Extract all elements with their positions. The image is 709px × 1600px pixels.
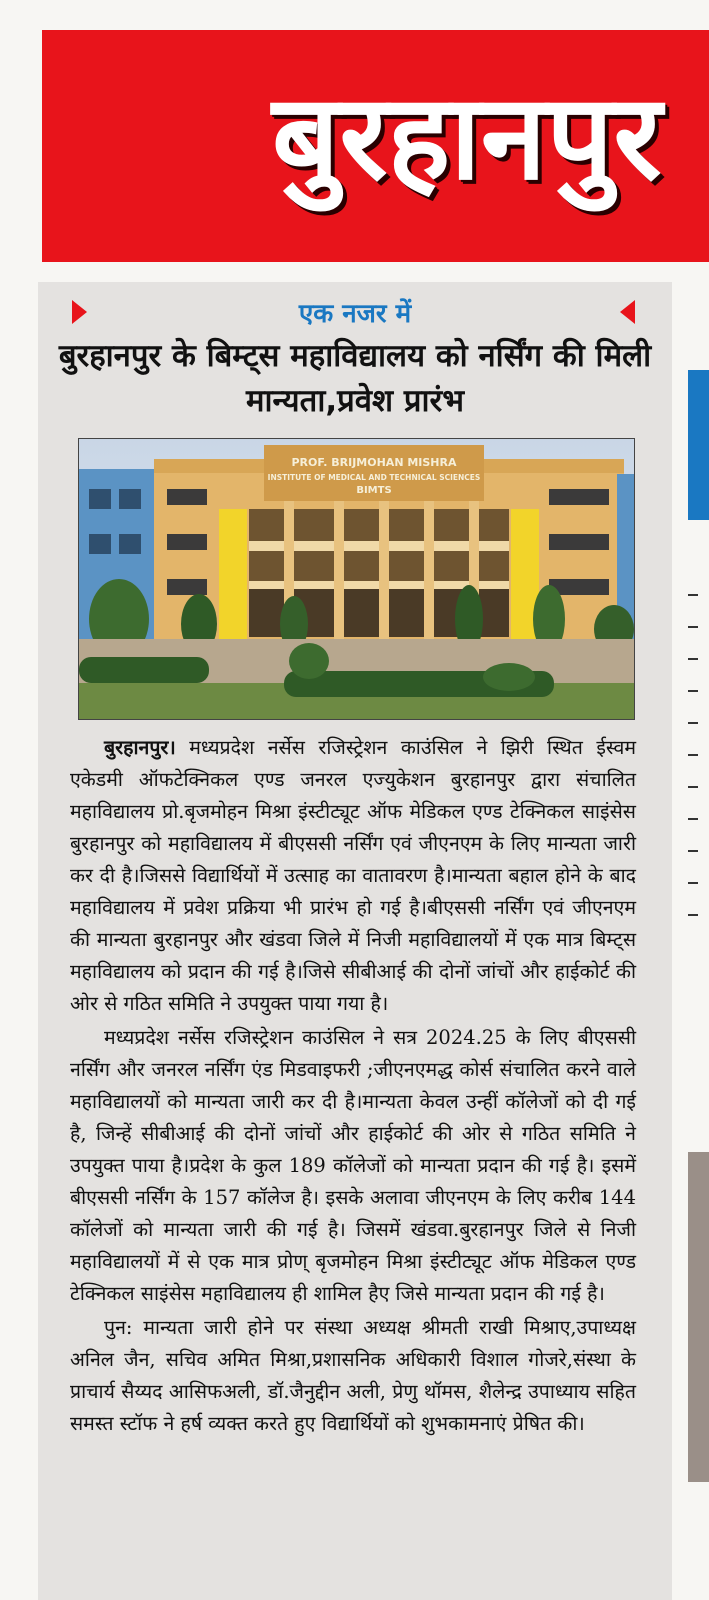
article-body [70,732,636,1442]
adjacent-text-line [688,914,698,916]
adjacent-text-line [688,690,698,692]
adjacent-photo [688,1152,709,1482]
paragraph-3: पुन: मान्यता जारी होने पर संस्था अध्यक्ष श्रीमती राखी मिश्राए,उपाध्यक्ष अनिल जैन, सचिव अमित मिश्रा,प्रशासनिक अधिकारी विशाल गोजरे,संस्था के प्राचार्य सैय्यद आसिफअली, डॉ.जैनुद्दीन अली, प्रेणु थॉमस, शैलेन्द्र उपाध्याय सहित समस्त स्टॉफ ने हर्ष व्यक्त करते हुए विद्यार्थियों को शुभकामनाएं प्रेषित की। [70,1316,636,1435]
adjacent-text-line [688,722,698,724]
sign-line2: INSTITUTE OF MEDICAL AND TECHNICAL SCIENCES [267,473,481,482]
college-building-photo [78,438,635,720]
sign-line3: BIMTS [356,485,392,496]
adjacent-text-line [688,658,698,660]
paragraph-1 [70,732,636,1020]
sign-line1: PROF. BRIJMOHAN MISHRA [291,456,457,469]
adjacent-column-edge [672,282,709,1600]
paragraph-1-text: मध्यप्रदेश नर्सेस रजिस्ट्रेशन काउंसिल ने झिरी स्थित ईस्वम एकेडमी ऑफटेक्निकल एण्ड जनरल एज्युकेशन बुरहानपुर द्वारा संचालित महाविद्यालय प्रो.बृजमोहन मिश्रा इंस्टीट्यूट ऑफ मेडिकल एण्ड टेक्निकल साइंसेस बुरहानपुर को महाविद्यालय में बीएससी नर्सिंग एवं जीएनएम के लिए मान्यता जारी कर दी है।जिससे विद्यार्थियों में उत्साह का वातावरण है।मान्यता बहाल होने के बाद महाविद्यालय में प्रवेश प्रक्रिया भी प्रारंभ हो गई है।बीएससी नर्सिंग एवं जीएनएम की मान्यता बुरहानपुर और खंडवा जिले में निजी महाविद्यालयों में एक मात्र बिम्ट्स महाविद्यालय को प्रदान की गई है।जिसे सीबीआई की दोनों जांचों और हाईकोर्ट की ओर से गठित समिति ने उपयुक्त पाया गया है। [70,736,636,1015]
dateline: बुरहानपुर। [104,736,176,759]
adjacent-text-line [688,626,698,628]
article-headline: बुरहानपुर के बिम्ट्स महाविद्यालय को नर्सिंग की मिली मान्यता,प्रवेश प्रारंभ [58,338,652,419]
adjacent-text-line [688,786,698,788]
adjacent-text-line [688,818,698,820]
adjacent-text-line [688,594,698,596]
adjacent-text-line [688,754,698,756]
paragraph-2: मध्यप्रदेश नर्सेस रजिस्ट्रेशन काउंसिल ने सत्र 2024.25 के लिए बीएससी नर्सिंग और जनरल नर्सिंग एंड मिडवाइफरी ;जीएनएमद्ध कोर्स संचालित करने वाले महाविद्यालयों को मान्यता जारी कर दी है।मान्यता केवल उन्हीं कॉलेजों को दी गई है, जिन्हें सीबीआई की दोनों जांचों और हाईकोर्ट की ओर से गठित समिति ने उपयुक्त पाया है।प्रदेश के कुल 189 कॉलेजों को मान्यता प्रदान की गई है। इसमें बीएससी नर्सिंग के 157 कॉलेज है। इसके अलावा जीएनएम के लिए करीब 144 कॉलेजों को मान्यता जारी की गई है। जिसमें खंडवा.बुरहानपुर जिले से निजी महाविद्यालयों में से एक मात्र प्रोण् बृजमोहन मिश्रा इंस्टीट्यूट ऑफ मेडिकल एण्ड टेक्निकल साइंसेस महाविद्यालय ही शामिल हैए जिसे मान्यता प्रदान की गई है। [70,1026,636,1305]
masthead-banner [42,30,709,262]
article-kicker: एक नजर में [298,299,412,329]
news-article [38,282,672,1600]
masthead-title: बुरहानपुर [272,67,662,206]
adjacent-text-line [688,850,698,852]
adjacent-text-line [688,882,698,884]
adjacent-blue-bar [688,370,709,520]
